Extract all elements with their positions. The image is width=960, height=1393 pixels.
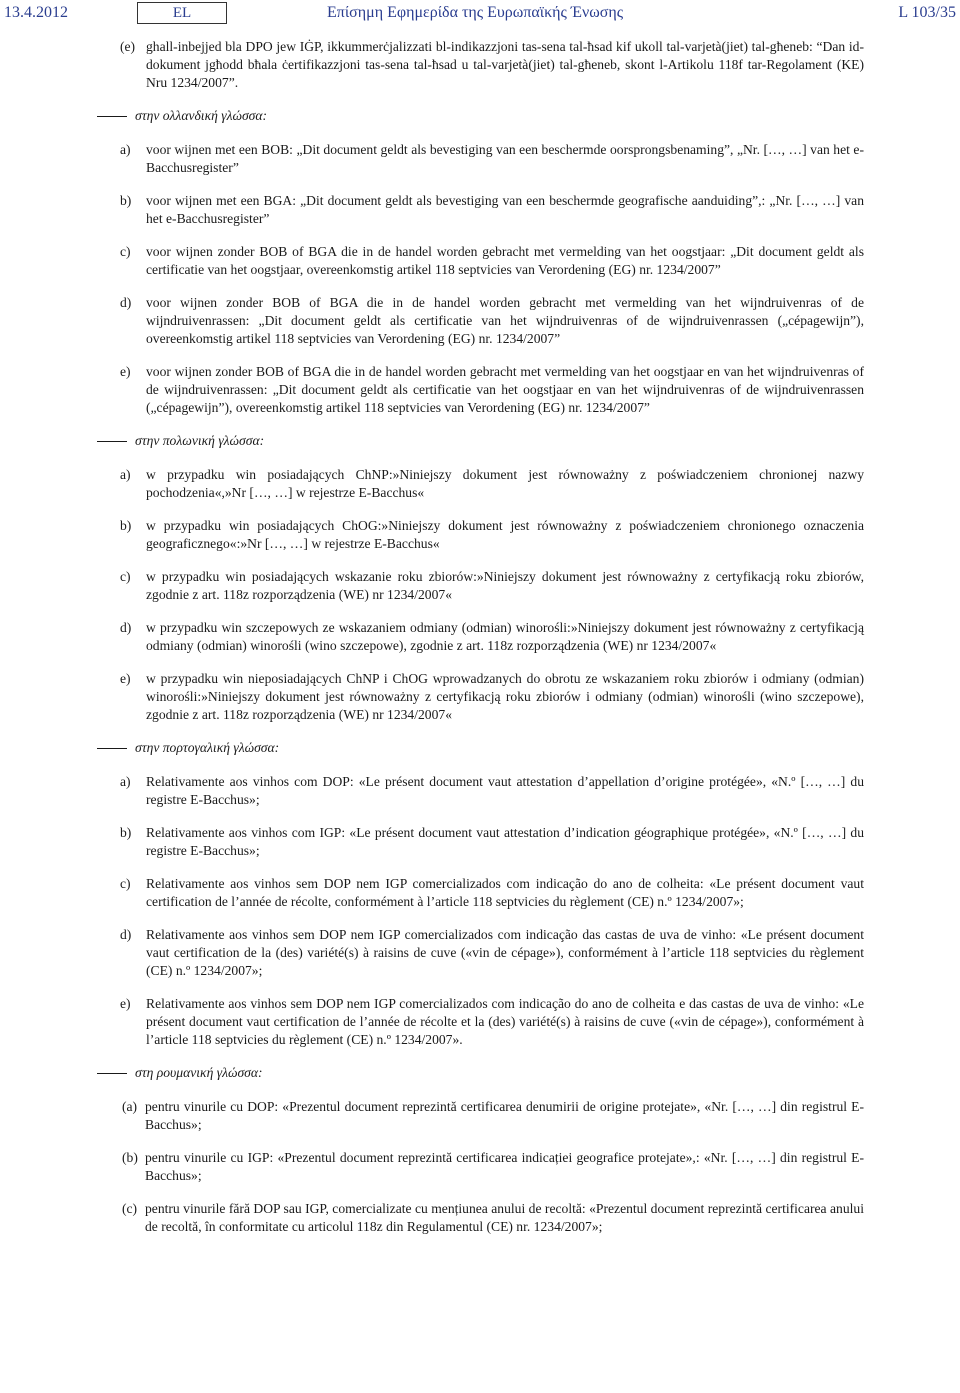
item-text: voor wijnen zonder BOB of BGA die in de handel worden gebracht met vermelding van het wijndruivenras of de wijndruivenrassen: „Dit document geldt als certificatie van het wijndruivenras of de wijndruivenrassen („cépagewijn”), overeenkomstig artikel 118 septvicies van Verordening (EG) nr. 1234/2007” (146, 295, 864, 346)
portuguese-item-a (0, 773, 960, 809)
item-text: w przypadku win posiadających wskazanie roku zbiorów:»Niniejszy dokument jest równoważny z certyfikacją roku zbiorów, zgodnie z art. 118z rozporządzenia (WE) nr 1234/2007« (146, 569, 864, 602)
polish-item-c (0, 568, 960, 604)
item-text: Relativamente aos vinhos sem DOP nem IGP comercializados com indicação do ano de colheita e das castas de uva de vinho: «Le présent document vaut certification de l’année de récolte et la (des) variété(s) à raisins de cuve («vin de cépage»), conformément à l’article 118 septvicies du règlement (CE) n.º 1234/2007». (146, 996, 864, 1047)
document-body (0, 38, 960, 1251)
dutch-item-a (0, 141, 960, 177)
dutch-item-e (0, 363, 960, 417)
romanian-item-a (0, 1098, 960, 1134)
item-text: pentru vinurile fără DOP sau IGP, comercializate cu mențiunea anului de recoltă: «Prezentul document reprezintă certificarea anului de recoltă, în conformitate cu articolul 118z din Regulamentul (CE) nr. 1234/2007»; (145, 1201, 864, 1234)
item-marker: e) (120, 364, 131, 379)
romanian-item-c (0, 1200, 960, 1236)
item-marker: b) (120, 193, 132, 208)
item-marker: a) (120, 774, 131, 789)
item-text: w przypadku win posiadających ChOG:»Niniejszy dokument jest równoważny z poświadczeniem chronionego oznaczenia geograficznego«:»Nr […, …] w rejestrze E-Bacchus« (146, 518, 864, 551)
section-heading-portuguese: στην πορτογαλική γλώσσα: (0, 739, 960, 757)
dutch-item-c (0, 243, 960, 279)
section-heading-polish: στην πολωνική γλώσσα: (0, 432, 960, 450)
item-text: w przypadku win posiadających ChNP:»Niniejszy dokument jest równoważny z poświadczeniem chronionej nazwy pochodzenia«,»Nr […, …] w rejestrze E-Bacchus« (146, 467, 864, 500)
item-marker: (c) (122, 1201, 138, 1216)
item-text: pentru vinurile cu IGP: «Prezentul document reprezintă certificarea indicației geografice protejate»,: «Nr. […, …] din registrul E-Bacchus»; (145, 1150, 864, 1183)
page-number: L 103/35 (898, 4, 956, 21)
dutch-item-d (0, 294, 960, 348)
portuguese-item-d (0, 926, 960, 980)
item-marker: e) (120, 996, 131, 1011)
maltese-item-e (0, 38, 960, 92)
item-marker: c) (120, 569, 131, 584)
item-marker: a) (120, 142, 131, 157)
publication-date: 13.4.2012 (4, 4, 68, 21)
item-text: pentru vinurile cu DOP: «Prezentul document reprezintă certificarea denumirii de origine protejate», «Nr. […, …] din registrul E-Bacchus»; (145, 1099, 864, 1132)
item-marker: a) (120, 467, 131, 482)
item-marker: d) (120, 620, 132, 635)
item-marker: e) (120, 671, 131, 686)
polish-item-d (0, 619, 960, 655)
item-marker: c) (120, 876, 131, 891)
language-code-box: EL (137, 2, 227, 24)
item-text: w przypadku win szczepowych ze wskazaniem odmiany (odmian) winorośli:»Niniejszy dokument jest równoważny z certyfikacją odmiany (odmian) winorośli (wino szczepowe), zgodnie z art. 118z rozporządzenia (WE) nr 1234/2007« (146, 620, 864, 653)
polish-item-b (0, 517, 960, 553)
item-text: voor wijnen zonder BOB of BGA die in de handel worden gebracht met vermelding van het oogstjaar en van het wijndruivenras of de wijndruivenrassen: „Dit document geldt als certificatie van het oogstjaar en van het wijndruivenras of de wijndruivenrassen („cépagewijn”), overeenkomstig artikel 118 septvicies van Verordening (EG) nr. 1234/2007” (146, 364, 864, 415)
polish-item-e (0, 670, 960, 724)
item-text: Relativamente aos vinhos sem DOP nem IGP comercializados com indicação das castas de uva de vinho: «Le présent document vaut certification de la (des) variété(s) à raisins de cuve («vin de cépage»), conformément à l’article 118 septvicies du règlement (CE) n.º 1234/2007»; (146, 927, 864, 978)
item-text: Relativamente aos vinhos sem DOP nem IGP comercializados com indicação do ano de colheita: «Le présent document vaut certification de l’année de récolte, conformément à l’article 118 septvicies du règlement (CE) n.º 1234/2007»; (146, 876, 864, 909)
portuguese-item-e (0, 995, 960, 1049)
item-marker: (e) (120, 39, 136, 54)
polish-item-a (0, 466, 960, 502)
item-marker: b) (120, 518, 132, 533)
page-header (0, 0, 960, 30)
item-marker: (a) (122, 1099, 138, 1114)
item-marker: c) (120, 244, 131, 259)
item-text: voor wijnen zonder BOB of BGA die in de handel worden gebracht met vermelding van het oogstjaar: „Dit document geldt als certificatie van het oogstjaar, overeenkomstig artikel 118 septvicies van Verordening (EG) nr. 1234/2007” (146, 244, 864, 277)
section-heading-romanian: στη ρουμανική γλώσσα: (0, 1064, 960, 1082)
dutch-item-b (0, 192, 960, 228)
portuguese-item-b (0, 824, 960, 860)
portuguese-item-c (0, 875, 960, 911)
item-text: Relativamente aos vinhos com IGP: «Le présent document vaut attestation d’indication géographique protégée», «N.º […, …] du registre E-Bacchus»; (146, 825, 864, 858)
item-text: Relativamente aos vinhos com DOP: «Le présent document vaut attestation d’appellation d’origine protégée», «N.º […, …] du registre E-Bacchus»; (146, 774, 864, 807)
item-text: w przypadku win nieposiadających ChNP i ChOG wprowadzanych do obrotu ze wskazaniem roku zbiorów i odmiany (odmian) winorośli:»Niniejszy dokument jest równoważny z certyfikacją roku zbiorów i odmiany (odmian) winorośli (wino szczepowe), zgodnie z art. 118z rozporządzenia (WE) nr 1234/2007« (146, 671, 864, 722)
journal-title: Επίσημη Εφημερίδα της Ευρωπαϊκής Ένωσης (327, 4, 624, 21)
item-text: voor wijnen met een BOB: „Dit document geldt als bevestiging van een beschermde oorsprongsbenaming”, „Nr. […, …] van het e-Bacchusregister” (146, 142, 864, 175)
item-marker: b) (120, 825, 132, 840)
section-heading-dutch: στην ολλανδική γλώσσα: (0, 107, 960, 125)
item-text: voor wijnen met een BGA: „Dit document geldt als bevestiging van een beschermde geografische aanduiding”,: „Nr. […, …] van het e-Bacchusregister” (146, 193, 864, 226)
romanian-item-b (0, 1149, 960, 1185)
item-marker: (b) (122, 1150, 138, 1165)
item-marker: d) (120, 295, 132, 310)
item-marker: d) (120, 927, 132, 942)
item-text: ghall-inbejjed bla DPO jew IĠP, ikkummerċjalizzati bl-indikazzjoni tas-sena tal-ħsad kif ukoll tal-varjetà(jiet) tal-għeneb: “Dan id-dokument jgħodd bħala ċertifikazzjoni tas-sena tal-ħsad u tal-varjetà(jiet) tal-għeneb, skont l-Artikolu 118f tar-Regolament (KE) Nru 1234/2007”. (146, 39, 864, 90)
